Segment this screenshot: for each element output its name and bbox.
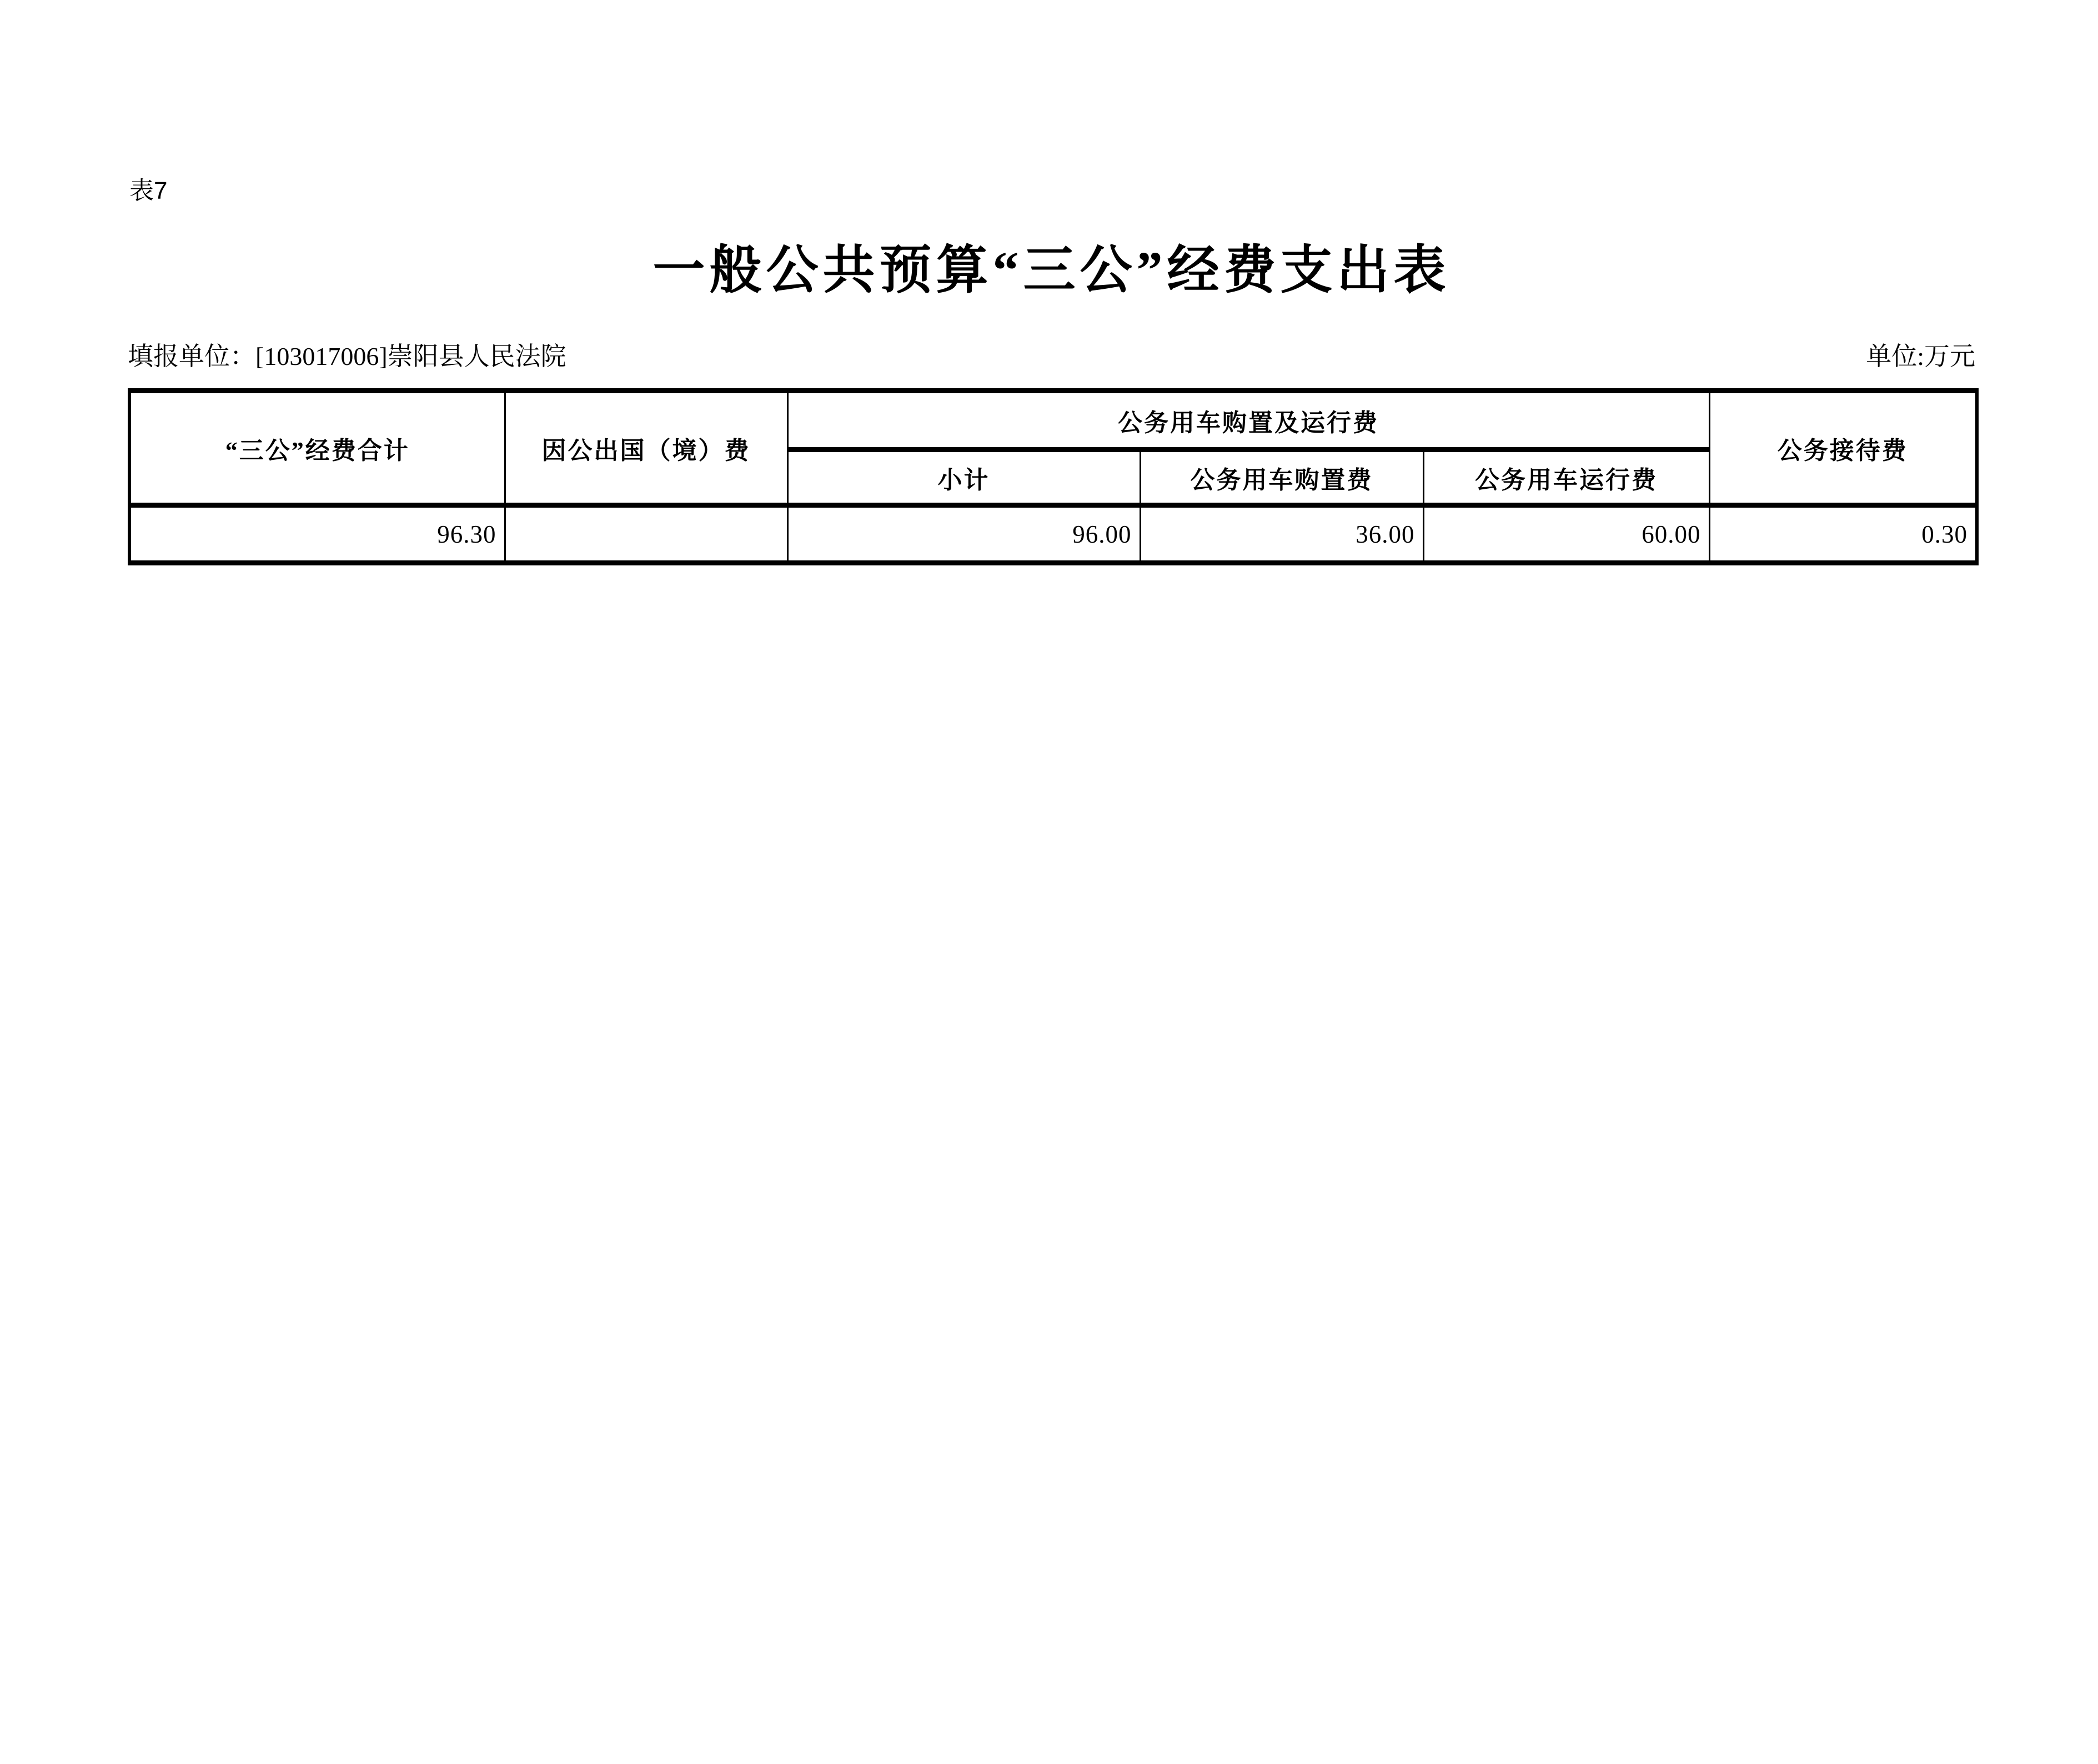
cell-vehicle-operation: 60.00	[1423, 505, 1709, 563]
three-public-expense-table	[128, 388, 1979, 565]
page-title: 一般公共预算“三公”经费支出表	[653, 242, 1450, 299]
meta-line	[128, 342, 1975, 372]
header-vehicle-purchase: 公务用车购置费	[1140, 450, 1423, 505]
header-total: “三公”经费合计	[129, 391, 505, 505]
header-vehicle-group: 公务用车购置及运行费	[787, 391, 1709, 450]
header-reception: 公务接待费	[1709, 391, 1977, 505]
header-row-top	[129, 391, 1977, 450]
cell-total: 96.30	[129, 505, 505, 563]
cell-vehicle-purchase: 36.00	[1140, 505, 1423, 563]
reporting-unit-label: 填报单位：[103017006]崇阳县人民法院	[128, 342, 566, 370]
sheet-number-label: 表7	[129, 177, 168, 204]
unit-note-label: 单位:万元	[1866, 342, 1975, 370]
header-vehicle-subtotal: 小计	[787, 450, 1140, 505]
cell-abroad	[505, 505, 787, 563]
header-abroad: 因公出国（境）费	[505, 391, 787, 505]
cell-reception: 0.30	[1709, 505, 1977, 563]
data-row	[129, 505, 1977, 563]
cell-vehicle-subtotal: 96.00	[787, 505, 1140, 563]
header-vehicle-operation: 公务用车运行费	[1423, 450, 1709, 505]
